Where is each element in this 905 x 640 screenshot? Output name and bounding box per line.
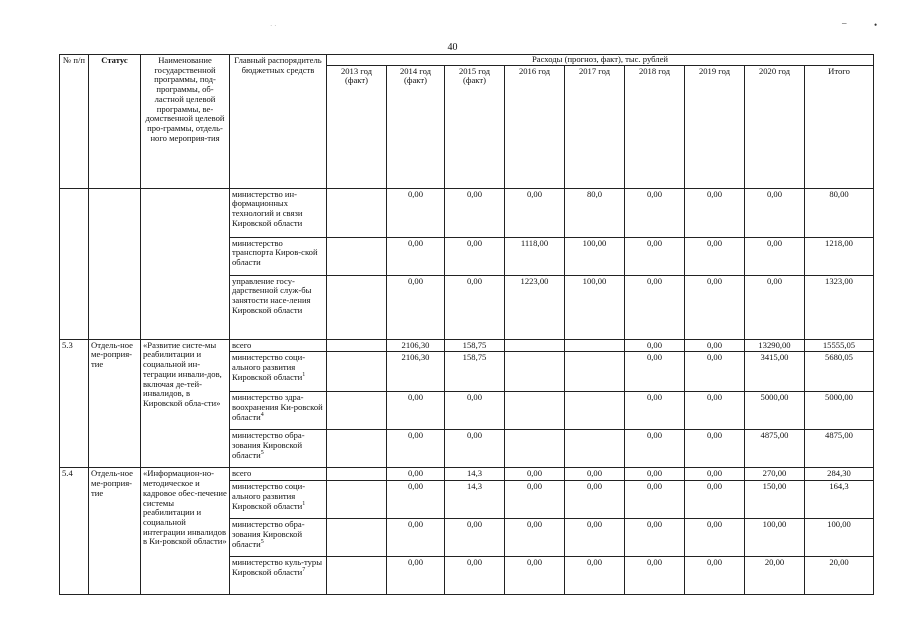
cell-value: 150,00	[745, 481, 805, 519]
footnote-marker: 1	[302, 500, 306, 507]
cell-value: 0,00	[387, 481, 445, 519]
cell-value: 80,0	[565, 188, 625, 237]
cell-no: 5.3	[60, 339, 89, 468]
footnote-marker: 1	[302, 371, 306, 378]
cell-value: 0,00	[565, 468, 625, 481]
header-year: 2014 год (факт)	[387, 65, 445, 188]
cell-value	[505, 339, 565, 352]
scan-mark: –	[842, 18, 847, 28]
cell-value: 158,75	[445, 339, 505, 352]
cell-value	[565, 392, 625, 430]
cell-value	[505, 392, 565, 430]
header-col-admin: Главный распорядитель бюджетных средств	[230, 55, 327, 189]
cell-value: 0,00	[445, 557, 505, 595]
cell-value	[327, 352, 387, 392]
cell-total: 164,3	[805, 481, 874, 519]
cell-value: 0,00	[625, 468, 685, 481]
cell-admin: министерство куль-туры Кировской области$^7$	[230, 557, 327, 595]
cell-admin: министерство транспорта Киров-ской области	[230, 237, 327, 275]
cell-value: 100,00	[565, 237, 625, 275]
cell-admin: всего	[230, 339, 327, 352]
header-total: Итого	[805, 65, 874, 188]
cell-name	[141, 188, 230, 339]
cell-value	[327, 237, 387, 275]
cell-no: 5.4	[60, 468, 89, 595]
cell-value: 4875,00	[745, 430, 805, 468]
cell-value	[327, 275, 387, 339]
cell-value	[505, 430, 565, 468]
cell-value: 0,00	[445, 275, 505, 339]
cell-name: «Развитие систе-мы реабилитации и социальной ин-теграции инвали-дов, включая де-тей-инвалидов, в Кировской обла-сти»	[141, 339, 230, 468]
cell-total: 15555,05	[805, 339, 874, 352]
cell-value: 5000,00	[745, 392, 805, 430]
cell-value	[505, 352, 565, 392]
cell-value: 100,00	[565, 275, 625, 339]
cell-status: Отдель-ное ме-роприя-тие	[89, 339, 141, 468]
cell-value: 0,00	[387, 237, 445, 275]
cell-value: 0,00	[445, 188, 505, 237]
cell-admin: всего	[230, 468, 327, 481]
cell-value	[327, 468, 387, 481]
header-year: 2015 год (факт)	[445, 65, 505, 188]
cell-admin: управление госу-дарственной служ-бы занятости насе-ления Кировской области	[230, 275, 327, 339]
cell-status	[89, 188, 141, 339]
cell-value: 0,00	[505, 557, 565, 595]
cell-value: 0,00	[625, 339, 685, 352]
cell-value: 0,00	[625, 519, 685, 557]
cell-value: 3415,00	[745, 352, 805, 392]
cell-value: 0,00	[565, 519, 625, 557]
cell-value: 0,00	[685, 275, 745, 339]
cell-admin: министерство соци-ального развития Кировской области$^1$	[230, 481, 327, 519]
cell-value: 0,00	[565, 557, 625, 595]
header-year: 2016 год	[505, 65, 565, 188]
cell-value: 14,3	[445, 481, 505, 519]
cell-admin: министерство здра-воохранения Ки-ровской области$^4$	[230, 392, 327, 430]
cell-value: 0,00	[685, 237, 745, 275]
cell-value: 270,00	[745, 468, 805, 481]
scan-mark: •	[874, 20, 878, 30]
budget-table	[59, 54, 874, 595]
cell-status: Отдель-ное ме-роприя-тие	[89, 468, 141, 595]
cell-value: 0,00	[445, 430, 505, 468]
cell-value	[327, 430, 387, 468]
cell-value: 0,00	[745, 237, 805, 275]
cell-value: 0,00	[625, 392, 685, 430]
cell-value: 0,00	[387, 519, 445, 557]
cell-value: 0,00	[445, 392, 505, 430]
header-year: 2019 год	[685, 65, 745, 188]
cell-admin: министерство ин-формационных технологий и связи Кировской области	[230, 188, 327, 237]
header-year: 2017 год	[565, 65, 625, 188]
header-col-status: Статус	[89, 55, 141, 189]
cell-total: 5680,05	[805, 352, 874, 392]
header-col-no: № п/п	[60, 55, 89, 189]
cell-total: 100,00	[805, 519, 874, 557]
cell-value: 0,00	[565, 481, 625, 519]
scan-mark: · ·	[270, 22, 277, 30]
cell-value: 0,00	[625, 352, 685, 392]
header-expenses-title: Расходы (прогноз, факт), тыс. рублей	[327, 55, 874, 66]
cell-value: 0,00	[685, 339, 745, 352]
cell-value: 0,00	[505, 519, 565, 557]
cell-name: «Информацион-но-методическое и кадровое обес-печение системы реабилитации и социальной интеграции инвалидов в Ки-ровской области»	[141, 468, 230, 595]
cell-value: 0,00	[387, 392, 445, 430]
cell-value: 0,00	[387, 557, 445, 595]
cell-value	[565, 352, 625, 392]
cell-value: 0,00	[625, 188, 685, 237]
cell-value: 0,00	[387, 275, 445, 339]
footnote-marker: 4	[260, 411, 264, 418]
cell-value	[327, 557, 387, 595]
cell-value: 0,00	[625, 481, 685, 519]
header-year: 2013 год (факт)	[327, 65, 387, 188]
cell-value: 0,00	[685, 557, 745, 595]
footnote-marker: 5	[260, 449, 264, 456]
cell-value: 0,00	[685, 468, 745, 481]
cell-value	[327, 392, 387, 430]
table-row	[60, 339, 874, 352]
cell-value: 14,3	[445, 468, 505, 481]
cell-value: 158,75	[445, 352, 505, 392]
cell-value: 0,00	[685, 392, 745, 430]
cell-total: 4875,00	[805, 430, 874, 468]
table-row	[60, 188, 874, 237]
cell-value: 0,00	[625, 557, 685, 595]
header-year: 2018 год	[625, 65, 685, 188]
cell-value: 1118,00	[505, 237, 565, 275]
cell-no	[60, 188, 89, 339]
header-year: 2020 год	[745, 65, 805, 188]
footnote-marker: 7	[302, 566, 306, 573]
cell-value: 0,00	[505, 468, 565, 481]
table-row	[60, 468, 874, 481]
cell-value: 0,00	[387, 188, 445, 237]
cell-value: 100,00	[745, 519, 805, 557]
cell-total: 1218,00	[805, 237, 874, 275]
cell-value: 0,00	[505, 481, 565, 519]
cell-admin: министерство обра-зования Кировской области$^5$	[230, 519, 327, 557]
cell-value: 1223,00	[505, 275, 565, 339]
cell-total: 20,00	[805, 557, 874, 595]
page-number: 40	[447, 42, 458, 53]
cell-value: 0,00	[745, 275, 805, 339]
cell-admin: министерство соци-ального развития Кировской области$^1$	[230, 352, 327, 392]
cell-total: 5000,00	[805, 392, 874, 430]
cell-value	[565, 339, 625, 352]
cell-value: 0,00	[625, 430, 685, 468]
cell-value: 2106,30	[387, 352, 445, 392]
cell-value: 0,00	[745, 188, 805, 237]
table-header-row	[60, 55, 874, 66]
cell-value: 0,00	[685, 481, 745, 519]
cell-admin: министерство обра-зования Кировской области$^5$	[230, 430, 327, 468]
cell-value	[327, 339, 387, 352]
cell-value: 0,00	[625, 237, 685, 275]
cell-value: 2106,30	[387, 339, 445, 352]
cell-value: 0,00	[685, 188, 745, 237]
cell-value: 0,00	[685, 519, 745, 557]
cell-value: 0,00	[445, 519, 505, 557]
cell-value	[327, 519, 387, 557]
cell-value	[327, 481, 387, 519]
cell-value: 0,00	[505, 188, 565, 237]
cell-value: 0,00	[445, 237, 505, 275]
cell-value	[327, 188, 387, 237]
cell-value: 13290,00	[745, 339, 805, 352]
cell-total: 1323,00	[805, 275, 874, 339]
cell-value	[565, 430, 625, 468]
cell-value: 0,00	[387, 430, 445, 468]
header-col-name: Наименование государственной программы, под-программы, об-ластной целевой программы, ве-домственной целевой про-граммы, отдель-ного мероприя-тия	[141, 55, 230, 189]
footnote-marker: 5	[260, 538, 264, 545]
cell-total: 80,00	[805, 188, 874, 237]
cell-value: 0,00	[685, 352, 745, 392]
cell-value: 0,00	[625, 275, 685, 339]
cell-value: 0,00	[685, 430, 745, 468]
cell-value: 20,00	[745, 557, 805, 595]
cell-value: 0,00	[387, 468, 445, 481]
cell-total: 284,30	[805, 468, 874, 481]
